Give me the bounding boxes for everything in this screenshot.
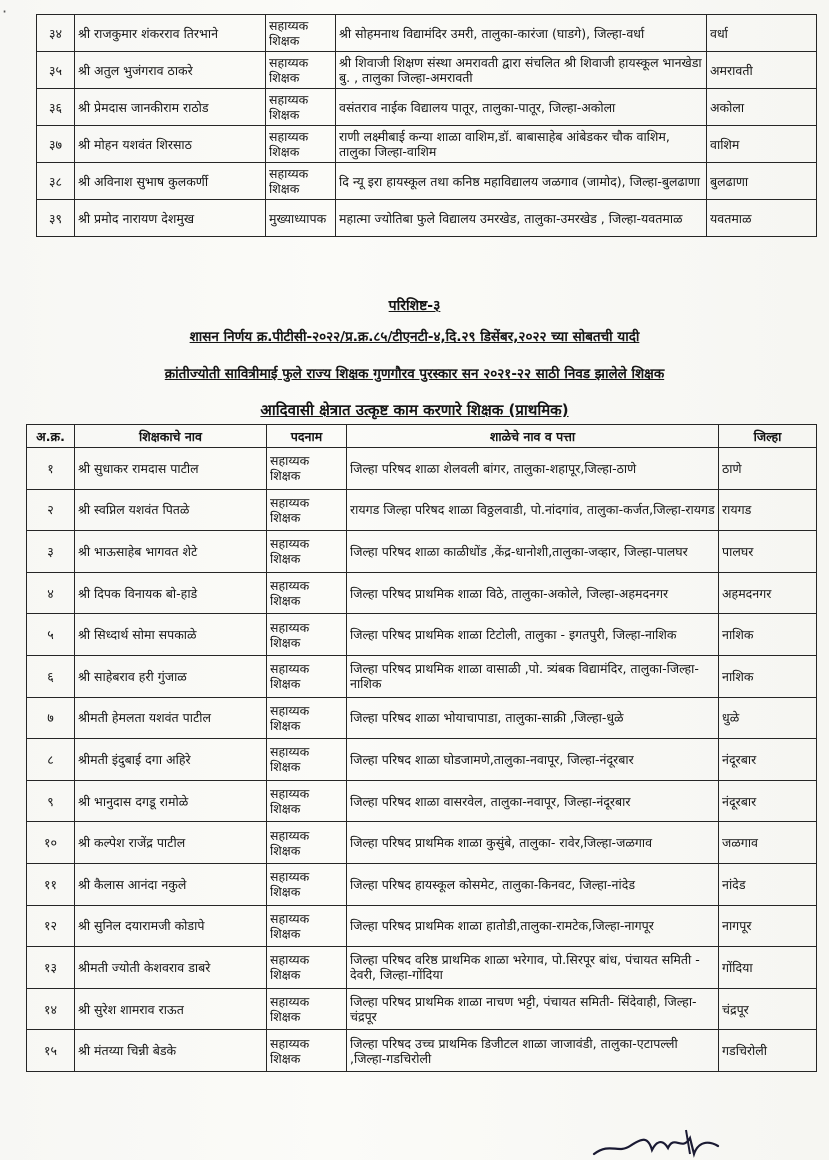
table-row [27,780,817,822]
school-address-cell: जिल्हा परिषद प्राथमिक शाळा टिटोली, तालुका - इगतपुरी, जिल्हा-नाशिक [347,614,719,656]
serial-no-cell: ३७ [37,126,75,163]
district-cell: नाशिक [719,614,817,656]
district-cell: नंदूरबार [719,739,817,781]
teacher-name-cell: श्रीमती हेमलता यशवंत पाटील [75,697,267,739]
teacher-name-cell: श्री सुरेश शामराव राऊत [75,988,267,1030]
serial-no-cell: १३ [27,947,75,989]
school-address-cell: जिल्हा परिषद वरिष्ठ प्राथमिक शाळा भरेगाव, पो.सिरपूर बांध, पंचायत समिती - देवरी, जिल्हा-गोंदिया [347,947,719,989]
serial-no-cell: ३६ [37,89,75,126]
continued-teacher-table [36,14,817,237]
table-row [27,822,817,864]
school-address-cell: जिल्हा परिषद प्राथमिक शाळा नाचण भट्टी, पंचायत समिती- सिंदेवाही, जिल्हा-चंद्रपूर [347,988,719,1030]
serial-no-cell: ११ [27,863,75,905]
serial-no-cell: ९ [27,780,75,822]
district-cell: यवतमाळ [707,200,817,237]
header-school-address: शाळेचे नाव व पत्ता [347,425,719,448]
table-row [37,15,817,52]
district-cell: चंद्रपूर [719,988,817,1030]
serial-no-cell: १ [27,448,75,490]
school-address-cell: जिल्हा परिषद उच्च प्राथमिक डिजीटल शाळा जाजावंडी, तालुका-एटापल्ली ,जिल्हा-गडचिरोली [347,1030,719,1072]
district-cell: अहमदनगर [719,572,817,614]
designation-cell: मुख्याध्यापक [266,200,336,237]
school-address-cell: जिल्हा परिषद प्राथमिक शाळा वासाळी ,पो. त्र्यंबक विद्यामंदिर, तालुका-जिल्हा-नाशिक [347,655,719,697]
teacher-name-cell: श्री दिपक विनायक बो-हाडे [75,572,267,614]
table-row [27,572,817,614]
designation-cell: सहाय्यक शिक्षक [267,572,347,614]
header-teacher-name: शिक्षकाचे नाव [75,425,267,448]
table-row [37,52,817,89]
teacher-name-cell: श्री मोहन यशवंत शिरसाठ [75,126,266,163]
teacher-name-cell: श्री भानुदास दगडू रामोळे [75,780,267,822]
teacher-name-cell: श्री राजकुमार शंकरराव तिरभाने [75,15,266,52]
district-cell: वर्धा [707,15,817,52]
teacher-name-cell: श्री स्वप्निल यशवंत पितळे [75,489,267,531]
school-address-cell: वसंतराव नाईक विद्यालय पातूर, तालुका-पातूर, जिल्हा-अकोला [336,89,707,126]
table-row [37,163,817,200]
designation-cell: सहाय्यक शिक्षक [267,780,347,822]
school-address-cell: राणी लक्ष्मीबाई कन्या शाळा वाशिम,डॉ. बाबासाहेब आंबेडकर चौक वाशिम, तालुका जिल्हा-वाशिम [336,126,707,163]
tribal-area-teacher-table [26,424,817,1072]
serial-no-cell: ६ [27,655,75,697]
school-address-cell: दि न्यू इरा हायस्कूल तथा कनिष्ठ महाविद्यालय जळगाव (जामोद), जिल्हा-बुलढाणा [336,163,707,200]
designation-cell: सहाय्यक शिक्षक [266,126,336,163]
district-cell: पालघर [719,531,817,573]
serial-no-cell: १५ [27,1030,75,1072]
designation-cell: सहाय्यक शिक्षक [267,822,347,864]
table-row [27,614,817,656]
header-district: जिल्हा [719,425,817,448]
district-cell: गोंदिया [719,947,817,989]
teacher-name-cell: श्री प्रेमदास जानकीराम राठोड [75,89,266,126]
handwritten-signature-icon [590,1124,730,1160]
school-address-cell: श्री शिवाजी शिक्षण संस्था अमरावती द्वारा संचलित श्री शिवाजी हायस्कूल भानखेडा बु. , तालुका जिल्हा-अमरावती [336,52,707,89]
serial-no-cell: ३ [27,531,75,573]
designation-cell: सहाय्यक शिक्षक [267,614,347,656]
serial-no-cell: ४ [27,572,75,614]
designation-cell: सहाय्यक शिक्षक [266,52,336,89]
table-row [27,448,817,490]
district-cell: नाशिक [719,655,817,697]
table-row [27,947,817,989]
designation-cell: सहाय्यक शिक्षक [267,1030,347,1072]
teacher-name-cell: श्री प्रमोद नारायण देशमुख [75,200,266,237]
teacher-name-cell: श्रीमती ज्योती केशवराव डाबरे [75,947,267,989]
table-row [27,655,817,697]
teacher-name-cell: श्री सुनिल दयारामजी कोडापे [75,905,267,947]
table-row [27,531,817,573]
table-row [27,489,817,531]
district-cell: धुळे [719,697,817,739]
district-cell: नंदूरबार [719,780,817,822]
school-address-cell: महात्मा ज्योतिबा फुले विद्यालय उमरखेड, तालुका-उमरखेड , जिल्हा-यवतमाळ [336,200,707,237]
teacher-name-cell: श्री अविनाश सुभाष कुलकर्णी [75,163,266,200]
table-row [37,126,817,163]
school-address-cell: जिल्हा परिषद शाळा काळीधोंड ,केंद्र-धानोशी,तालुका-जव्हार, जिल्हा-पालघर [347,531,719,573]
designation-cell: सहाय्यक शिक्षक [267,489,347,531]
serial-no-cell: १० [27,822,75,864]
teacher-name-cell: श्री सिध्दार्थ सोमा सपकाळे [75,614,267,656]
school-address-cell: श्री सोहमनाथ विद्यामंदिर उमरी, तालुका-कारंजा (घाडगे), जिल्हा-वर्धा [336,15,707,52]
school-address-cell: जिल्हा परिषद शाळा शेलवली बांगर, तालुका-शहापूर,जिल्हा-ठाणे [347,448,719,490]
teacher-name-cell: श्री सुधाकर रामदास पाटील [75,448,267,490]
district-cell: रायगड [719,489,817,531]
teacher-name-cell: श्री भाऊसाहेब भागवत शेटे [75,531,267,573]
school-address-cell: जिल्हा परिषद शाळा भोयाचापाडा, तालुका-साक्री ,जिल्हा-धुळे [347,697,719,739]
school-address-cell: जिल्हा परिषद प्राथमिक शाळा कुसुंबे, तालुका- रावेर,जिल्हा-जळगाव [347,822,719,864]
category-heading: आदिवासी क्षेत्रात उत्कृष्ट काम करणारे शिक्षक (प्राथमिक) [260,401,569,419]
school-address-cell: जिल्हा परिषद शाळा वासरवेल, तालुका-नवापूर, जिल्हा-नंदूरबार [347,780,719,822]
designation-cell: सहाय्यक शिक्षक [267,739,347,781]
teacher-name-cell: श्री मंतय्या चिन्नी बेडके [75,1030,267,1072]
district-cell: बुलढाणा [707,163,817,200]
designation-cell: सहाय्यक शिक्षक [267,531,347,573]
tribal-table-body [27,448,817,1072]
designation-cell: सहाय्यक शिक्षक [266,15,336,52]
district-cell: वाशिम [707,126,817,163]
serial-no-cell: ५ [27,614,75,656]
district-cell: अमरावती [707,52,817,89]
serial-no-cell: ३९ [37,200,75,237]
designation-cell: सहाय्यक शिक्षक [266,89,336,126]
district-cell: गडचिरोली [719,1030,817,1072]
table-row [37,200,817,237]
designation-cell: सहाय्यक शिक्षक [267,905,347,947]
serial-no-cell: ८ [27,739,75,781]
serial-no-cell: १२ [27,905,75,947]
appendix-heading: परिशिष्ट-३ [388,298,441,314]
table-row [27,988,817,1030]
designation-cell: सहाय्यक शिक्षक [267,697,347,739]
teacher-name-cell: श्री कैलास आनंदा नकुले [75,863,267,905]
table-row [27,1030,817,1072]
table-row [27,905,817,947]
school-address-cell: जिल्हा परिषद हायस्कूल कोसमेट, तालुका-किनवट, जिल्हा-नांदेड [347,863,719,905]
designation-cell: सहाय्यक शिक्षक [266,163,336,200]
school-address-cell: जिल्हा परिषद प्राथमिक शाळा विठे, तालुका-अकोले, जिल्हा-अहमदनगर [347,572,719,614]
teacher-name-cell: श्री अतुल भुजंगराव ठाकरे [75,52,266,89]
teacher-name-cell: श्री साहेबराव हरी गुंजाळ [75,655,267,697]
designation-cell: सहाय्यक शिक्षक [267,655,347,697]
table-header-row [27,425,817,448]
teacher-name-cell: श्री कल्पेश राजेंद्र पाटील [75,822,267,864]
serial-no-cell: २ [27,489,75,531]
continued-table-body [37,15,817,237]
district-cell: नागपूर [719,905,817,947]
school-address-cell: जिल्हा परिषद प्राथमिक शाळा हातोडी,तालुका-रामटेक,जिल्हा-नागपूर [347,905,719,947]
designation-cell: सहाय्यक शिक्षक [267,448,347,490]
table-row [27,863,817,905]
designation-cell: सहाय्यक शिक्षक [267,863,347,905]
school-address-cell: रायगड जिल्हा परिषद शाळा विठ्ठलवाडी, पो.नांदगांव, तालुका-कर्जत,जिल्हा-रायगड [347,489,719,531]
designation-cell: सहाय्यक शिक्षक [267,947,347,989]
serial-no-cell: १४ [27,988,75,1030]
table-row [37,89,817,126]
designation-cell: सहाय्यक शिक्षक [267,988,347,1030]
award-heading: क्रांतीज्योती सावित्रीमाई फुले राज्य शिक्षक गुणगौरव पुरस्कार सन २०२१-२२ साठी निवड झालेले शिक्षक [164,366,665,382]
serial-no-cell: ३८ [37,163,75,200]
serial-no-cell: ७ [27,697,75,739]
district-cell: ठाणे [719,448,817,490]
header-serial-no: अ.क्र. [27,425,75,448]
district-cell: नांदेड [719,863,817,905]
serial-no-cell: ३५ [37,52,75,89]
serial-no-cell: ३४ [37,15,75,52]
table-row [27,697,817,739]
teacher-name-cell: श्रीमती इंदुबाई दगा अहिरे [75,739,267,781]
district-cell: अकोला [707,89,817,126]
table-row [27,739,817,781]
header-designation: पदनाम [267,425,347,448]
scan-mark: · [2,2,8,21]
district-cell: जळगाव [719,822,817,864]
school-address-cell: जिल्हा परिषद शाळा घोडजामणे,तालुका-नवापूर, जिल्हा-नंदूरबार [347,739,719,781]
government-resolution-heading: शासन निर्णय क्र.पीटीसी-२०२२/प्र.क्र.८५/टीएनटी-४,दि.२९ डिसेंबर,२०२२ च्या सोबतची यादी [189,329,640,345]
